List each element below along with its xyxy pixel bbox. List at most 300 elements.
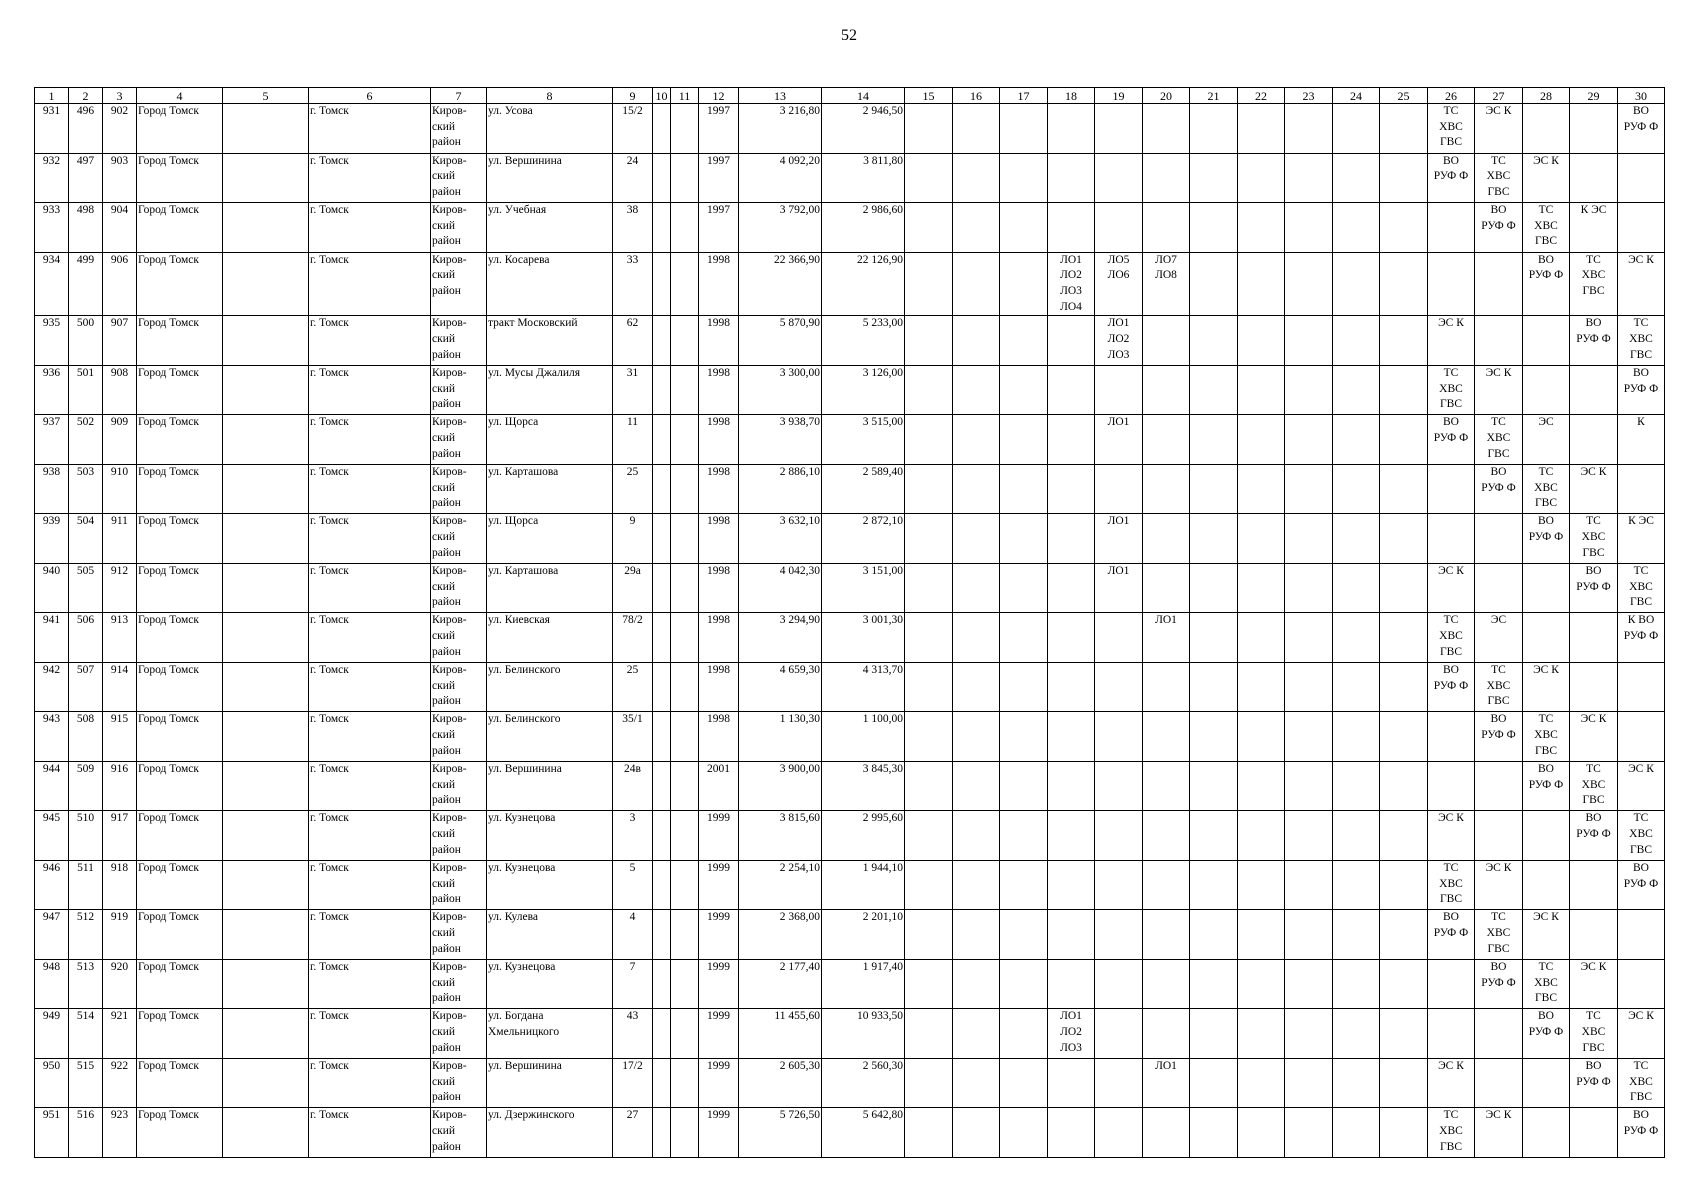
cell-col-10 (653, 811, 671, 861)
cell-col-29 (1570, 860, 1618, 910)
cell-col-4: Город Томск (137, 365, 223, 415)
cell-col-29: ТС ХВС ГВС (1570, 1009, 1618, 1059)
cell-col-16 (953, 910, 1000, 960)
cell-col-19 (1095, 203, 1143, 253)
cell-col-26: ТС ХВС ГВС (1428, 1108, 1475, 1158)
cell-col-6: г. Томск (309, 811, 431, 861)
column-header-30: 30 (1618, 88, 1665, 104)
cell-col-25 (1380, 415, 1428, 465)
cell-col-28 (1523, 811, 1570, 861)
cell-col-12: 1999 (699, 1058, 739, 1108)
cell-col-9: 43 (613, 1009, 653, 1059)
cell-col-30: ВО РУФ Ф (1618, 1108, 1665, 1158)
cell-col-14: 2 872,10 (822, 514, 905, 564)
cell-col-4: Город Томск (137, 415, 223, 465)
cell-col-8: ул. Кузнецова (487, 860, 613, 910)
cell-col-21 (1190, 153, 1238, 203)
cell-col-2: 509 (69, 761, 103, 811)
cell-col-9: 33 (613, 252, 653, 316)
cell-col-21 (1190, 761, 1238, 811)
cell-col-27: ТС ХВС ГВС (1475, 910, 1523, 960)
cell-col-23 (1285, 365, 1333, 415)
cell-col-3: 923 (103, 1108, 137, 1158)
cell-col-5 (223, 316, 309, 366)
cell-col-15 (905, 563, 953, 613)
cell-col-22 (1238, 959, 1285, 1009)
cell-col-16 (953, 1058, 1000, 1108)
cell-col-9: 15/2 (613, 104, 653, 154)
cell-col-11 (671, 712, 699, 762)
cell-col-10 (653, 860, 671, 910)
cell-col-29: ЭС К (1570, 712, 1618, 762)
cell-col-8: ул. Белинского (487, 712, 613, 762)
table-row (35, 365, 1665, 415)
cell-col-17 (1000, 662, 1048, 712)
cell-col-30: ЭС К (1618, 1009, 1665, 1059)
cell-col-14: 3 845,30 (822, 761, 905, 811)
column-header-2: 2 (69, 88, 103, 104)
cell-col-1: 948 (35, 959, 69, 1009)
cell-col-26: ЭС К (1428, 563, 1475, 613)
cell-col-20 (1143, 153, 1190, 203)
cell-col-28 (1523, 365, 1570, 415)
cell-col-23 (1285, 252, 1333, 316)
cell-col-9: 29а (613, 563, 653, 613)
cell-col-7: Киров- ский район (431, 959, 487, 1009)
cell-col-8: ул. Вершинина (487, 1058, 613, 1108)
cell-col-13: 3 792,00 (739, 203, 822, 253)
cell-col-28 (1523, 104, 1570, 154)
cell-col-20 (1143, 563, 1190, 613)
column-header-15: 15 (905, 88, 953, 104)
cell-col-19: ЛО1 (1095, 563, 1143, 613)
cell-col-5 (223, 761, 309, 811)
cell-col-21 (1190, 365, 1238, 415)
cell-col-16 (953, 514, 1000, 564)
cell-col-7: Киров- ский район (431, 464, 487, 514)
cell-col-3: 913 (103, 613, 137, 663)
cell-col-20 (1143, 860, 1190, 910)
cell-col-11 (671, 365, 699, 415)
cell-col-23 (1285, 761, 1333, 811)
cell-col-21 (1190, 514, 1238, 564)
cell-col-27 (1475, 563, 1523, 613)
cell-col-10 (653, 910, 671, 960)
cell-col-14: 1 100,00 (822, 712, 905, 762)
cell-col-5 (223, 365, 309, 415)
cell-col-5 (223, 464, 309, 514)
cell-col-26 (1428, 1009, 1475, 1059)
cell-col-1: 934 (35, 252, 69, 316)
cell-col-18 (1048, 712, 1095, 762)
cell-col-20 (1143, 514, 1190, 564)
cell-col-20 (1143, 761, 1190, 811)
cell-col-4: Город Томск (137, 464, 223, 514)
cell-col-5 (223, 1058, 309, 1108)
cell-col-10 (653, 252, 671, 316)
column-header-16: 16 (953, 88, 1000, 104)
cell-col-30: ЭС К (1618, 761, 1665, 811)
column-header-20: 20 (1143, 88, 1190, 104)
cell-col-3: 916 (103, 761, 137, 811)
cell-col-15 (905, 1058, 953, 1108)
cell-col-19 (1095, 910, 1143, 960)
cell-col-30 (1618, 662, 1665, 712)
cell-col-25 (1380, 910, 1428, 960)
cell-col-5 (223, 252, 309, 316)
cell-col-16 (953, 415, 1000, 465)
cell-col-27: ТС ХВС ГВС (1475, 415, 1523, 465)
cell-col-25 (1380, 104, 1428, 154)
cell-col-19 (1095, 811, 1143, 861)
cell-col-15 (905, 910, 953, 960)
cell-col-7: Киров- ский район (431, 1009, 487, 1059)
cell-col-4: Город Томск (137, 860, 223, 910)
cell-col-23 (1285, 104, 1333, 154)
cell-col-17 (1000, 203, 1048, 253)
cell-col-14: 3 151,00 (822, 563, 905, 613)
cell-col-22 (1238, 613, 1285, 663)
cell-col-14: 5 642,80 (822, 1108, 905, 1158)
cell-col-26 (1428, 761, 1475, 811)
column-header-25: 25 (1380, 88, 1428, 104)
cell-col-26: ТС ХВС ГВС (1428, 365, 1475, 415)
cell-col-1: 947 (35, 910, 69, 960)
cell-col-27: ВО РУФ Ф (1475, 959, 1523, 1009)
column-header-18: 18 (1048, 88, 1095, 104)
cell-col-21 (1190, 910, 1238, 960)
cell-col-24 (1333, 316, 1380, 366)
cell-col-14: 3 126,00 (822, 365, 905, 415)
cell-col-25 (1380, 203, 1428, 253)
cell-col-18: ЛО1 ЛО2 ЛО3 (1048, 1009, 1095, 1059)
cell-col-1: 942 (35, 662, 69, 712)
cell-col-27 (1475, 252, 1523, 316)
cell-col-17 (1000, 563, 1048, 613)
cell-col-14: 10 933,50 (822, 1009, 905, 1059)
cell-col-24 (1333, 415, 1380, 465)
cell-col-5 (223, 860, 309, 910)
cell-col-21 (1190, 464, 1238, 514)
cell-col-27: ЭС К (1475, 860, 1523, 910)
cell-col-14: 2 560,30 (822, 1058, 905, 1108)
table-row (35, 712, 1665, 762)
cell-col-8: ул. Мусы Джалиля (487, 365, 613, 415)
cell-col-25 (1380, 153, 1428, 203)
cell-col-22 (1238, 1009, 1285, 1059)
cell-col-28: ВО РУФ Ф (1523, 761, 1570, 811)
cell-col-10 (653, 959, 671, 1009)
cell-col-29: ЭС К (1570, 464, 1618, 514)
cell-col-22 (1238, 464, 1285, 514)
cell-col-18 (1048, 316, 1095, 366)
cell-col-21 (1190, 563, 1238, 613)
cell-col-12: 2001 (699, 761, 739, 811)
cell-col-23 (1285, 910, 1333, 960)
cell-col-27 (1475, 761, 1523, 811)
cell-col-20 (1143, 415, 1190, 465)
table-row (35, 316, 1665, 366)
column-header-6: 6 (309, 88, 431, 104)
cell-col-9: 11 (613, 415, 653, 465)
cell-col-11 (671, 761, 699, 811)
cell-col-20 (1143, 910, 1190, 960)
cell-col-4: Город Томск (137, 203, 223, 253)
cell-col-22 (1238, 761, 1285, 811)
cell-col-8: ул. Киевская (487, 613, 613, 663)
cell-col-24 (1333, 252, 1380, 316)
cell-col-13: 2 368,00 (739, 910, 822, 960)
cell-col-20: ЛО7 ЛО8 (1143, 252, 1190, 316)
cell-col-9: 5 (613, 860, 653, 910)
cell-col-18 (1048, 662, 1095, 712)
cell-col-25 (1380, 316, 1428, 366)
cell-col-22 (1238, 712, 1285, 762)
cell-col-5 (223, 910, 309, 960)
cell-col-2: 512 (69, 910, 103, 960)
column-header-22: 22 (1238, 88, 1285, 104)
cell-col-7: Киров- ский район (431, 860, 487, 910)
cell-col-24 (1333, 860, 1380, 910)
cell-col-7: Киров- ский район (431, 910, 487, 960)
cell-col-10 (653, 761, 671, 811)
cell-col-25 (1380, 811, 1428, 861)
cell-col-22 (1238, 415, 1285, 465)
cell-col-1: 932 (35, 153, 69, 203)
cell-col-5 (223, 153, 309, 203)
cell-col-29: К ЭС (1570, 203, 1618, 253)
cell-col-11 (671, 104, 699, 154)
cell-col-28: ЭС К (1523, 662, 1570, 712)
table-row (35, 1108, 1665, 1158)
cell-col-9: 4 (613, 910, 653, 960)
cell-col-13: 5 870,90 (739, 316, 822, 366)
table-row (35, 959, 1665, 1009)
cell-col-19 (1095, 959, 1143, 1009)
cell-col-30: К ВО РУФ Ф (1618, 613, 1665, 663)
cell-col-29 (1570, 104, 1618, 154)
cell-col-23 (1285, 811, 1333, 861)
cell-col-13: 5 726,50 (739, 1108, 822, 1158)
cell-col-11 (671, 959, 699, 1009)
cell-col-12: 1999 (699, 811, 739, 861)
cell-col-6: г. Томск (309, 1108, 431, 1158)
cell-col-24 (1333, 1009, 1380, 1059)
cell-col-11 (671, 1058, 699, 1108)
cell-col-24 (1333, 910, 1380, 960)
cell-col-17 (1000, 415, 1048, 465)
cell-col-13: 3 632,10 (739, 514, 822, 564)
cell-col-22 (1238, 860, 1285, 910)
cell-col-7: Киров- ский район (431, 662, 487, 712)
cell-col-6: г. Томск (309, 104, 431, 154)
cell-col-23 (1285, 316, 1333, 366)
cell-col-24 (1333, 959, 1380, 1009)
cell-col-15 (905, 365, 953, 415)
cell-col-29 (1570, 1108, 1618, 1158)
cell-col-30: ЭС К (1618, 252, 1665, 316)
cell-col-18 (1048, 1108, 1095, 1158)
cell-col-22 (1238, 662, 1285, 712)
cell-col-15 (905, 959, 953, 1009)
cell-col-17 (1000, 811, 1048, 861)
cell-col-13: 2 177,40 (739, 959, 822, 1009)
cell-col-13: 3 216,80 (739, 104, 822, 154)
table-row (35, 252, 1665, 316)
cell-col-9: 17/2 (613, 1058, 653, 1108)
cell-col-16 (953, 662, 1000, 712)
column-header-19: 19 (1095, 88, 1143, 104)
cell-col-18 (1048, 563, 1095, 613)
cell-col-13: 4 659,30 (739, 662, 822, 712)
cell-col-8: ул. Вершинина (487, 761, 613, 811)
cell-col-15 (905, 316, 953, 366)
cell-col-18 (1048, 365, 1095, 415)
cell-col-2: 505 (69, 563, 103, 613)
cell-col-18 (1048, 910, 1095, 960)
cell-col-10 (653, 1108, 671, 1158)
cell-col-19: ЛО1 (1095, 415, 1143, 465)
cell-col-13: 22 366,90 (739, 252, 822, 316)
cell-col-9: 62 (613, 316, 653, 366)
cell-col-20 (1143, 662, 1190, 712)
cell-col-6: г. Томск (309, 563, 431, 613)
cell-col-9: 24 (613, 153, 653, 203)
cell-col-13: 3 300,00 (739, 365, 822, 415)
cell-col-21 (1190, 860, 1238, 910)
cell-col-12: 1999 (699, 910, 739, 960)
cell-col-10 (653, 153, 671, 203)
cell-col-3: 906 (103, 252, 137, 316)
cell-col-3: 902 (103, 104, 137, 154)
table-row (35, 563, 1665, 613)
cell-col-11 (671, 910, 699, 960)
cell-col-23 (1285, 613, 1333, 663)
cell-col-17 (1000, 365, 1048, 415)
cell-col-10 (653, 613, 671, 663)
cell-col-20: ЛО1 (1143, 613, 1190, 663)
cell-col-12: 1997 (699, 203, 739, 253)
cell-col-29: ТС ХВС ГВС (1570, 252, 1618, 316)
column-header-17: 17 (1000, 88, 1048, 104)
cell-col-16 (953, 203, 1000, 253)
table-row (35, 860, 1665, 910)
cell-col-20 (1143, 104, 1190, 154)
cell-col-15 (905, 153, 953, 203)
cell-col-9: 25 (613, 464, 653, 514)
cell-col-10 (653, 563, 671, 613)
cell-col-8: ул. Вершинина (487, 153, 613, 203)
column-header-12: 12 (699, 88, 739, 104)
cell-col-24 (1333, 613, 1380, 663)
cell-col-13: 3 938,70 (739, 415, 822, 465)
cell-col-9: 9 (613, 514, 653, 564)
cell-col-6: г. Томск (309, 415, 431, 465)
cell-col-28: ТС ХВС ГВС (1523, 203, 1570, 253)
cell-col-7: Киров- ский район (431, 811, 487, 861)
cell-col-18 (1048, 613, 1095, 663)
cell-col-13: 2 254,10 (739, 860, 822, 910)
table-row (35, 662, 1665, 712)
cell-col-8: ул. Кузнецова (487, 811, 613, 861)
cell-col-26 (1428, 464, 1475, 514)
cell-col-28: ТС ХВС ГВС (1523, 464, 1570, 514)
cell-col-16 (953, 959, 1000, 1009)
cell-col-9: 35/1 (613, 712, 653, 762)
cell-col-29: ТС ХВС ГВС (1570, 761, 1618, 811)
cell-col-28 (1523, 613, 1570, 663)
cell-col-19 (1095, 1009, 1143, 1059)
cell-col-28 (1523, 1108, 1570, 1158)
page-number: 52 (841, 27, 857, 44)
cell-col-18 (1048, 811, 1095, 861)
cell-col-19: ЛО5 ЛО6 (1095, 252, 1143, 316)
cell-col-9: 3 (613, 811, 653, 861)
cell-col-1: 940 (35, 563, 69, 613)
cell-col-28: ЭС (1523, 415, 1570, 465)
cell-col-10 (653, 203, 671, 253)
cell-col-16 (953, 860, 1000, 910)
cell-col-2: 508 (69, 712, 103, 762)
cell-col-24 (1333, 104, 1380, 154)
cell-col-25 (1380, 464, 1428, 514)
cell-col-1: 931 (35, 104, 69, 154)
cell-col-27 (1475, 1058, 1523, 1108)
cell-col-2: 497 (69, 153, 103, 203)
cell-col-8: ул. Щорса (487, 514, 613, 564)
cell-col-12: 1998 (699, 252, 739, 316)
cell-col-28 (1523, 563, 1570, 613)
table-row (35, 104, 1665, 154)
cell-col-1: 939 (35, 514, 69, 564)
cell-col-17 (1000, 860, 1048, 910)
cell-col-22 (1238, 252, 1285, 316)
cell-col-30: К ЭС (1618, 514, 1665, 564)
cell-col-6: г. Томск (309, 316, 431, 366)
cell-col-4: Город Томск (137, 1108, 223, 1158)
cell-col-12: 1999 (699, 860, 739, 910)
cell-col-6: г. Томск (309, 464, 431, 514)
cell-col-19 (1095, 712, 1143, 762)
cell-col-27: ТС ХВС ГВС (1475, 662, 1523, 712)
cell-col-17 (1000, 613, 1048, 663)
cell-col-1: 949 (35, 1009, 69, 1059)
cell-col-23 (1285, 464, 1333, 514)
table-row (35, 203, 1665, 253)
cell-col-4: Город Томск (137, 910, 223, 960)
cell-col-1: 945 (35, 811, 69, 861)
cell-col-3: 918 (103, 860, 137, 910)
cell-col-11 (671, 203, 699, 253)
cell-col-10 (653, 712, 671, 762)
cell-col-26: ВО РУФ Ф (1428, 662, 1475, 712)
cell-col-3: 908 (103, 365, 137, 415)
cell-col-25 (1380, 365, 1428, 415)
cell-col-24 (1333, 203, 1380, 253)
cell-col-7: Киров- ский район (431, 613, 487, 663)
cell-col-18 (1048, 860, 1095, 910)
cell-col-26: ТС ХВС ГВС (1428, 860, 1475, 910)
cell-col-15 (905, 464, 953, 514)
cell-col-18 (1048, 104, 1095, 154)
cell-col-5 (223, 959, 309, 1009)
cell-col-13: 4 042,30 (739, 563, 822, 613)
cell-col-24 (1333, 712, 1380, 762)
cell-col-18: ЛО1 ЛО2 ЛО3 ЛО4 (1048, 252, 1095, 316)
cell-col-26: ЭС К (1428, 811, 1475, 861)
cell-col-7: Киров- ский район (431, 1108, 487, 1158)
cell-col-1: 944 (35, 761, 69, 811)
